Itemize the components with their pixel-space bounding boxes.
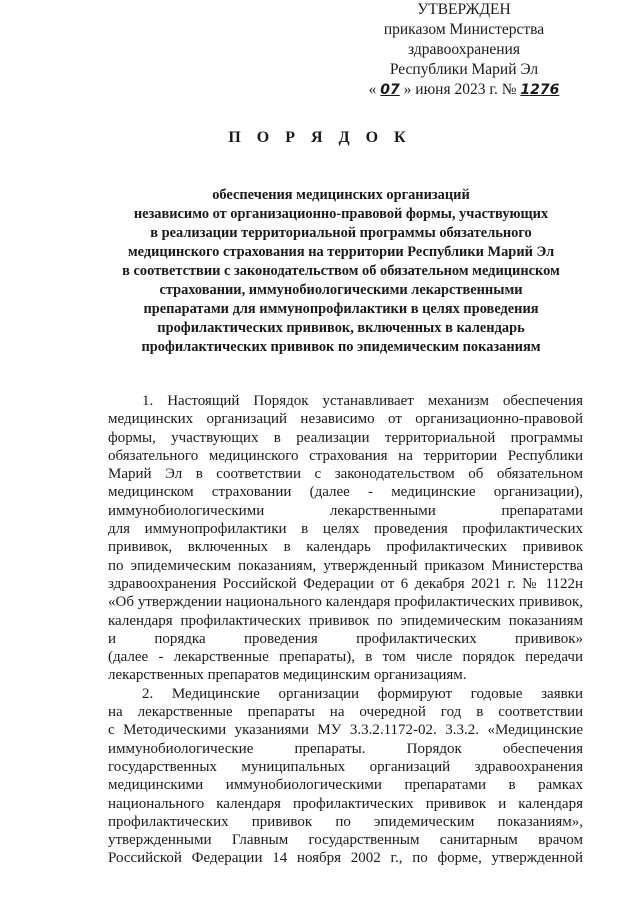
paragraph-1-line: «Об утверждении национального календаря профилактических прививок,	[108, 594, 583, 611]
document-title: П О Р Я Д О К	[228, 129, 412, 146]
approval-stamp	[344, 0, 584, 100]
approval-heading: УТВЕРЖДЕН	[417, 1, 511, 18]
date-quote-open: «	[368, 81, 377, 98]
paragraph-1-line: иммунобиологическими лекарственными препаратами	[108, 502, 583, 519]
paragraph-1-line: медицинском страховании (далее - медицинские организации),	[108, 484, 583, 501]
handwritten-day: 07	[380, 82, 400, 98]
paragraph-1-line: (далее - лекарственные препараты), в том числе порядок передачи	[108, 649, 583, 666]
approval-line-order: приказом Министерства	[383, 21, 545, 38]
subtitle-line: препаратами для иммунопрофилактики в целях проведения	[143, 301, 539, 317]
paragraph-1-line: Марий Эл в соответствии с законодательством об обязательном	[108, 466, 583, 483]
document-subtitle	[96, 186, 586, 357]
paragraph-1-line: 1. Настоящий Порядок устанавливает механизм обеспечения	[142, 393, 583, 409]
paragraph-2-line: с Методическими указаниями МУ 3.3.2.1172-02. 3.3.2. «Медицинские	[108, 722, 583, 739]
paragraph-2-line: профилактических прививок по эпидемическим показаниям»,	[108, 813, 583, 830]
approval-line-republic: Республики Марий Эл	[389, 61, 539, 78]
paragraph-1-line: по эпидемическим показаниям, утвержденный приказом Министерства	[108, 557, 583, 574]
paragraph-2-line: медицинскими иммунобиологическими препаратами в рамках	[108, 777, 583, 794]
approval-date-line	[344, 80, 584, 100]
paragraph-2-line: иммунобиологические препараты. Порядок обеспечения	[108, 740, 583, 757]
subtitle-line: в реализации территориальной программы обязательного	[150, 225, 532, 241]
paragraph-1-line: здравоохранения Российской Федерации от 6 декабря 2021 г. № 1122н	[108, 575, 583, 592]
paragraph-1-line: календаря профилактических прививок по эпидемическим показаниям	[108, 612, 583, 629]
paragraph-2-line: утвержденными Главным государственным санитарным врачом	[108, 832, 583, 849]
paragraph-2-line: национального календаря профилактических прививок и календаря	[108, 795, 583, 812]
subtitle-line: медицинского страхования на территории Республики Марий Эл	[127, 244, 555, 260]
handwritten-order-number: 1276	[520, 82, 560, 98]
document-body	[108, 392, 583, 868]
subtitle-line: независимо от организационно-правовой формы, участвующих	[133, 206, 549, 222]
paragraph-2-line: государственных муниципальных организаций здравоохранения	[108, 758, 583, 775]
paragraph-1-line: прививок, включенных в календарь профилактических прививок	[108, 539, 583, 556]
paragraph-2-line: 2. Медицинские организации формируют годовые заявки	[142, 685, 583, 702]
paragraph-2-line: Российской Федерации 14 ноября 2002 г., по форме, утвержденной	[108, 850, 583, 867]
subtitle-line: профилактических прививок, включенных в календарь	[157, 320, 525, 336]
subtitle-line: в соответствии с законодательством об обязательном медицинском	[122, 263, 560, 279]
subtitle-line: профилактических прививок по эпидемическим показаниям	[141, 339, 541, 355]
date-text: » июня 2023 г. №	[403, 81, 517, 98]
paragraph-1-line: лекарственных препаратов медицинским организациям.	[108, 667, 467, 684]
paragraph-1-line: и порядка проведения профилактических прививок»	[108, 630, 583, 647]
subtitle-line: страховании, иммунобиологическими лекарственными	[159, 282, 523, 298]
paragraph-1-line: для иммунопрофилактики в целях проведения профилактических	[108, 521, 583, 538]
paragraph-2-line: на лекарственные препараты на очередной год в соответствии	[108, 704, 583, 721]
paragraph-1-line: формы, участвующих в реализации территориальной программы	[108, 429, 583, 446]
approval-line-ministry: здравоохранения	[408, 41, 520, 58]
paragraph-1-line: обязательного медицинского страхования на территории Республики	[108, 447, 583, 464]
paragraph-1-line: медицинских организаций независимо от организационно-правовой	[108, 411, 583, 428]
subtitle-line: обеспечения медицинских организаций	[212, 187, 470, 203]
